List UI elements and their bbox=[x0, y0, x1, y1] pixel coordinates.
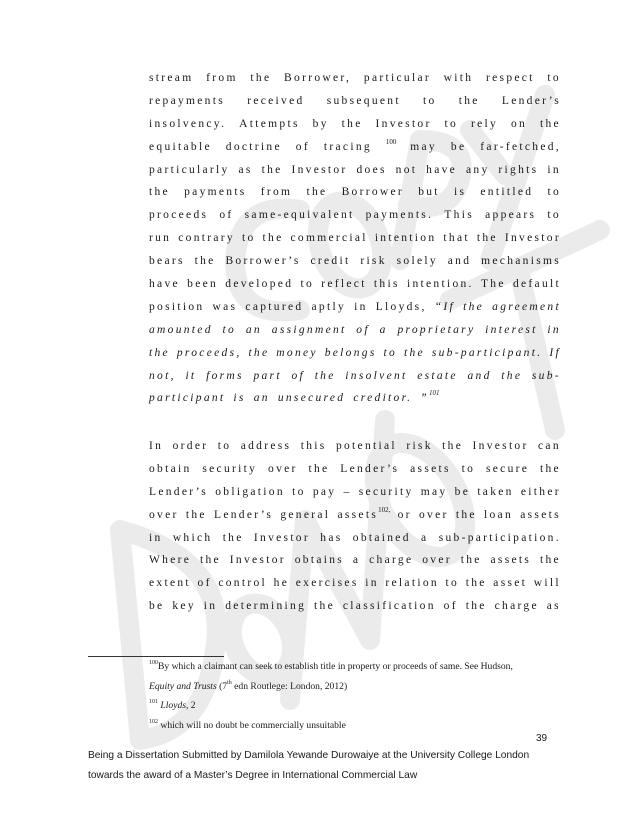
word: payments. bbox=[365, 209, 434, 222]
word: entitled bbox=[480, 186, 534, 199]
word: sub-participant. bbox=[431, 346, 543, 359]
text-line bbox=[149, 227, 561, 250]
text-line bbox=[149, 319, 561, 342]
word: Where bbox=[149, 554, 192, 567]
word: the bbox=[308, 462, 330, 475]
word: part bbox=[253, 369, 282, 382]
word: sub- bbox=[531, 369, 561, 382]
word: to bbox=[383, 346, 398, 359]
word: insolvent bbox=[345, 369, 408, 382]
word: he bbox=[273, 577, 290, 590]
text-line bbox=[149, 595, 561, 618]
word: risk bbox=[360, 255, 387, 268]
word: the bbox=[463, 300, 485, 313]
footnote-case-name: Lloyds bbox=[160, 700, 186, 711]
word: the bbox=[465, 577, 487, 590]
word: risk bbox=[406, 440, 433, 452]
word: Investor bbox=[375, 117, 432, 130]
word: the bbox=[261, 163, 283, 176]
word: contrary bbox=[178, 232, 235, 245]
footnote-101 bbox=[149, 696, 569, 716]
text-line bbox=[149, 549, 561, 572]
text-line bbox=[149, 296, 561, 319]
text-line bbox=[149, 387, 561, 410]
word: to bbox=[292, 485, 306, 498]
word: estate bbox=[417, 369, 458, 382]
word: doctrine bbox=[225, 140, 282, 153]
word: default bbox=[512, 278, 561, 291]
word: obtain bbox=[149, 462, 192, 475]
word: security bbox=[358, 485, 414, 498]
footnote-text: By which a claimant can seek to establish title in property or proceeds of same. See Hudson, bbox=[158, 661, 513, 672]
word: particularly bbox=[149, 163, 230, 176]
word: Borrower, bbox=[284, 72, 352, 84]
word: of bbox=[356, 323, 370, 336]
text-line bbox=[149, 136, 561, 159]
paragraph-2 bbox=[149, 435, 561, 618]
word: to bbox=[241, 232, 256, 245]
word: the bbox=[314, 369, 336, 382]
word: loan bbox=[484, 508, 514, 521]
word: the bbox=[501, 369, 523, 382]
word: captured bbox=[245, 300, 304, 313]
text-line bbox=[149, 572, 561, 595]
word: pay bbox=[312, 485, 337, 498]
word: not bbox=[395, 163, 418, 176]
word: ”$^{101}$ bbox=[420, 389, 440, 405]
word: repayments bbox=[149, 94, 226, 107]
footer-line-1: Being a Dissertation Submitted by Damilola Yewande Durowaiye at the University College London bbox=[88, 750, 530, 761]
word: over bbox=[149, 508, 179, 521]
word: does bbox=[356, 163, 387, 176]
word: sub-participation. bbox=[438, 531, 561, 544]
text-line bbox=[149, 435, 561, 458]
edition-superscript: th bbox=[227, 679, 232, 686]
word: Lloyds, bbox=[375, 300, 427, 313]
word: and bbox=[467, 369, 492, 382]
word: the bbox=[149, 186, 170, 199]
word: any bbox=[466, 163, 490, 176]
word: the bbox=[222, 531, 244, 544]
word: of bbox=[291, 369, 306, 382]
word: reflect bbox=[321, 278, 367, 291]
word: the bbox=[262, 232, 284, 245]
word: from bbox=[206, 72, 238, 84]
word: a bbox=[352, 554, 361, 567]
word: Investor bbox=[504, 232, 561, 245]
text-line bbox=[149, 458, 561, 481]
word: This bbox=[444, 209, 475, 222]
word: proprietary bbox=[397, 323, 476, 336]
page-number: 39 bbox=[536, 733, 548, 744]
word: far-fetched, bbox=[480, 140, 561, 153]
word: in bbox=[354, 300, 368, 313]
word: an bbox=[253, 392, 270, 405]
footer-line-2: towards the award of a Master’s Degree in International Commercial Law bbox=[88, 770, 418, 781]
word: is bbox=[233, 392, 246, 405]
word: creditor. bbox=[353, 392, 413, 405]
word: in bbox=[149, 531, 163, 544]
word: with bbox=[443, 72, 474, 84]
word: proceeds, bbox=[176, 346, 242, 359]
word: bears bbox=[149, 255, 185, 268]
word: obtains bbox=[294, 554, 345, 567]
text-line bbox=[149, 204, 561, 227]
word: key bbox=[172, 600, 196, 613]
text-line bbox=[149, 113, 561, 136]
word: Lender’s bbox=[214, 508, 274, 521]
word: over bbox=[418, 508, 449, 521]
word: general bbox=[280, 508, 331, 521]
word: asset bbox=[493, 577, 528, 590]
text-line bbox=[149, 67, 561, 90]
word: Investor bbox=[229, 554, 286, 567]
word: insolvency. bbox=[149, 117, 227, 130]
footnote-text: which will no doubt be commercially unsuitable bbox=[158, 719, 346, 731]
word: assets bbox=[520, 508, 561, 521]
word: the bbox=[185, 508, 207, 521]
text-line bbox=[149, 159, 561, 182]
word: on bbox=[510, 117, 528, 130]
word: been bbox=[187, 278, 219, 291]
word: Borrower bbox=[341, 186, 405, 199]
word: the bbox=[465, 600, 487, 613]
word: mechanisms bbox=[481, 255, 561, 268]
word: from bbox=[260, 186, 293, 199]
word: “If bbox=[434, 300, 456, 313]
word: will bbox=[533, 577, 561, 590]
word: to bbox=[547, 186, 561, 199]
word: proceeds bbox=[149, 209, 209, 222]
word: received bbox=[247, 94, 305, 107]
word: unsecured bbox=[277, 392, 346, 405]
word: belongs bbox=[324, 346, 377, 359]
word: to bbox=[547, 209, 561, 222]
footnote-text: , 2 bbox=[186, 700, 196, 711]
word: the bbox=[442, 440, 464, 452]
word: position bbox=[149, 300, 205, 313]
word: of bbox=[295, 140, 310, 153]
word: the bbox=[403, 346, 425, 359]
word: order bbox=[172, 440, 209, 452]
text-line bbox=[149, 342, 561, 365]
word: 100 bbox=[385, 137, 397, 146]
word: the bbox=[460, 554, 482, 567]
word: may bbox=[410, 140, 437, 153]
word: commercial bbox=[290, 232, 368, 245]
footnote-mark: 102 bbox=[149, 718, 158, 725]
word: assets bbox=[490, 554, 532, 567]
word: The bbox=[480, 278, 506, 291]
text-line bbox=[149, 250, 561, 273]
word: rely bbox=[470, 117, 499, 130]
word: this bbox=[373, 278, 400, 291]
word: and bbox=[447, 255, 472, 268]
word: obtained bbox=[352, 531, 411, 544]
text-line bbox=[149, 504, 561, 527]
word: to bbox=[461, 462, 476, 475]
word: to bbox=[300, 278, 315, 291]
word: has bbox=[320, 531, 343, 544]
word: the bbox=[250, 72, 272, 84]
word: to bbox=[547, 72, 561, 84]
word: stream bbox=[149, 72, 194, 84]
word: to bbox=[222, 323, 237, 336]
word: taken bbox=[477, 485, 514, 498]
text-line bbox=[149, 181, 561, 204]
text-line bbox=[149, 527, 561, 550]
word: Attempts bbox=[239, 117, 300, 130]
word: of bbox=[197, 577, 212, 590]
word: the bbox=[455, 508, 477, 521]
word: participant bbox=[149, 392, 226, 405]
word: run bbox=[149, 232, 172, 245]
word: the bbox=[476, 232, 498, 245]
word: tracing bbox=[323, 140, 372, 153]
word: over bbox=[268, 462, 298, 475]
footnote-text: (7 bbox=[216, 680, 228, 692]
footnotes bbox=[149, 657, 569, 735]
word: in bbox=[365, 577, 379, 590]
word: to bbox=[423, 94, 437, 107]
word: is bbox=[453, 186, 467, 199]
word: the bbox=[149, 346, 170, 359]
word: the bbox=[458, 94, 480, 107]
word: was bbox=[212, 300, 238, 313]
word: Borrower’s bbox=[225, 255, 301, 268]
word: security bbox=[202, 462, 258, 475]
word: particular bbox=[363, 72, 431, 84]
word: respect bbox=[486, 72, 535, 84]
word: be bbox=[450, 140, 467, 153]
word: in bbox=[547, 163, 561, 176]
word: exercises bbox=[295, 577, 359, 590]
word: be bbox=[454, 485, 471, 498]
word: charge bbox=[369, 554, 414, 567]
word: credit bbox=[310, 255, 351, 268]
word: the bbox=[194, 255, 216, 268]
word: In bbox=[149, 440, 164, 452]
word: either bbox=[520, 485, 561, 498]
word: the bbox=[314, 600, 335, 613]
word: it bbox=[185, 369, 197, 382]
word: agreement bbox=[492, 300, 561, 313]
word: the bbox=[540, 117, 561, 130]
word: equitable bbox=[149, 140, 212, 153]
word: the bbox=[306, 186, 328, 199]
word: but bbox=[418, 186, 440, 199]
word: an bbox=[245, 323, 262, 336]
word: money bbox=[276, 346, 318, 359]
word: extent bbox=[149, 577, 191, 590]
word: amounted bbox=[149, 323, 213, 336]
word: same-equivalent bbox=[244, 209, 355, 222]
word: this bbox=[300, 440, 327, 452]
word: developed bbox=[225, 278, 294, 291]
footnote-mark: 101 bbox=[149, 699, 158, 705]
word: the bbox=[248, 346, 270, 359]
word: rights bbox=[498, 163, 539, 176]
word: which bbox=[172, 531, 213, 544]
word: intention bbox=[374, 232, 437, 245]
word: in bbox=[203, 600, 218, 613]
word: If bbox=[549, 346, 561, 359]
word: the bbox=[200, 554, 221, 567]
word: potential bbox=[335, 440, 397, 452]
word: assets bbox=[410, 462, 451, 475]
word: assignment bbox=[271, 323, 347, 336]
text-line bbox=[149, 90, 561, 113]
word: assets$^{102,}$ bbox=[337, 505, 391, 521]
word: not, bbox=[149, 369, 176, 382]
word: control bbox=[218, 577, 268, 590]
word: as bbox=[238, 163, 253, 176]
word: or bbox=[397, 508, 412, 521]
word: in bbox=[547, 323, 561, 336]
word: by bbox=[312, 117, 329, 130]
word: interest bbox=[485, 323, 538, 336]
word: relation bbox=[385, 577, 439, 590]
word: a bbox=[379, 323, 388, 336]
footnote-100-continued bbox=[149, 677, 569, 697]
paragraph-1 bbox=[149, 67, 561, 410]
word: that bbox=[443, 232, 470, 245]
word: obligation bbox=[215, 485, 285, 498]
word: can bbox=[538, 440, 561, 452]
word: charge bbox=[494, 600, 539, 613]
word: appears bbox=[485, 209, 537, 222]
word: payments bbox=[184, 186, 247, 199]
word: secure bbox=[486, 462, 530, 475]
text-line bbox=[149, 481, 561, 504]
word: Investor bbox=[291, 163, 348, 176]
word: as bbox=[546, 600, 561, 613]
word: over bbox=[422, 554, 452, 567]
word: forms bbox=[206, 369, 244, 382]
word: – bbox=[343, 485, 352, 498]
word: the bbox=[540, 554, 561, 567]
word: to bbox=[217, 440, 232, 452]
word: have bbox=[426, 163, 458, 176]
word: may bbox=[420, 485, 448, 498]
word: to bbox=[445, 577, 460, 590]
footnote-mark: 100 bbox=[149, 660, 158, 666]
word: Investor bbox=[253, 531, 310, 544]
word: aptly bbox=[311, 300, 346, 313]
text-line bbox=[149, 273, 561, 296]
word: Lender’s bbox=[340, 462, 400, 475]
word: address bbox=[240, 440, 292, 452]
word: Investor bbox=[472, 440, 529, 452]
word: the bbox=[540, 462, 561, 475]
footnote-text: edn Routlege: London, 2012) bbox=[231, 680, 348, 692]
word: intention. bbox=[406, 278, 474, 291]
word: Lender’s bbox=[149, 485, 209, 498]
word: solely bbox=[396, 255, 438, 268]
word: determining bbox=[225, 600, 307, 613]
word: of bbox=[219, 209, 234, 222]
word: of bbox=[443, 600, 458, 613]
word: Lender’s bbox=[501, 94, 561, 107]
word: subsequent bbox=[326, 94, 401, 107]
footnote-book-title: Equity and Trusts bbox=[149, 680, 217, 692]
footnote-100 bbox=[149, 657, 569, 677]
word: be bbox=[149, 600, 165, 613]
word: classification bbox=[342, 600, 436, 613]
footnote-102 bbox=[149, 716, 569, 736]
word: to bbox=[444, 117, 459, 130]
page-footer bbox=[88, 746, 588, 786]
word: the bbox=[341, 117, 363, 130]
text-line bbox=[149, 365, 561, 388]
word: a bbox=[421, 531, 429, 544]
word: have bbox=[149, 278, 180, 291]
